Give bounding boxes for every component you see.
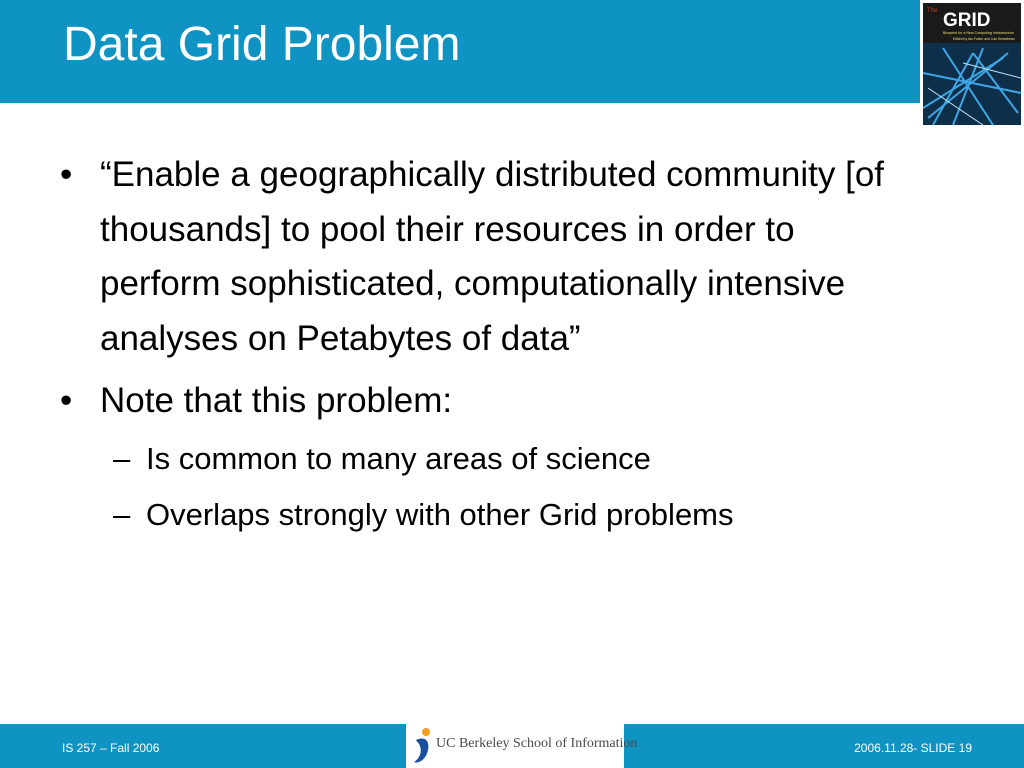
course-label: IS 257 – Fall 2006	[62, 741, 160, 755]
berkeley-logo	[406, 724, 638, 768]
slide-number-label: 2006.11.28- SLIDE 19	[854, 741, 972, 755]
slide-title: Data Grid Problem	[63, 18, 461, 71]
svg-text:GRID: GRID	[943, 10, 991, 31]
svg-text:The: The	[927, 8, 938, 14]
bullet-item	[58, 148, 918, 366]
bullet-marker: •	[60, 155, 73, 194]
svg-text:Blueprint for a New Computing: Blueprint for a New Computing Infrastructure	[943, 31, 1015, 35]
book-cover-image	[920, 0, 1024, 128]
ischool-i-icon	[410, 726, 434, 766]
sub-bullet-marker: –	[113, 496, 131, 532]
bullet-text: Note that this problem:	[100, 381, 453, 420]
footer-bar	[0, 724, 1024, 768]
sub-bullet-item	[58, 495, 918, 535]
bullet-item	[58, 374, 918, 429]
svg-text:Edited by Ian Foster and Carl: Edited by Ian Foster and Carl Kesselman	[953, 37, 1015, 41]
bullet-marker: •	[60, 381, 73, 420]
bullet-list	[58, 148, 918, 551]
sub-bullet-item	[58, 439, 918, 479]
grid-book-cover-icon	[923, 3, 1021, 125]
sub-bullet-marker: –	[113, 440, 131, 476]
title-bar	[0, 0, 920, 103]
bullet-text: “Enable a geographically distributed community [of thousands] to pool their resources in order to perform sophisticated, computationally intensive analyses on Petabytes of data”	[100, 155, 885, 358]
sub-bullet-text: Is common to many areas of science	[146, 440, 651, 476]
logo-text: UC Berkeley School of Information	[436, 736, 638, 751]
sub-bullet-text: Overlaps strongly with other Grid problems	[146, 496, 734, 532]
